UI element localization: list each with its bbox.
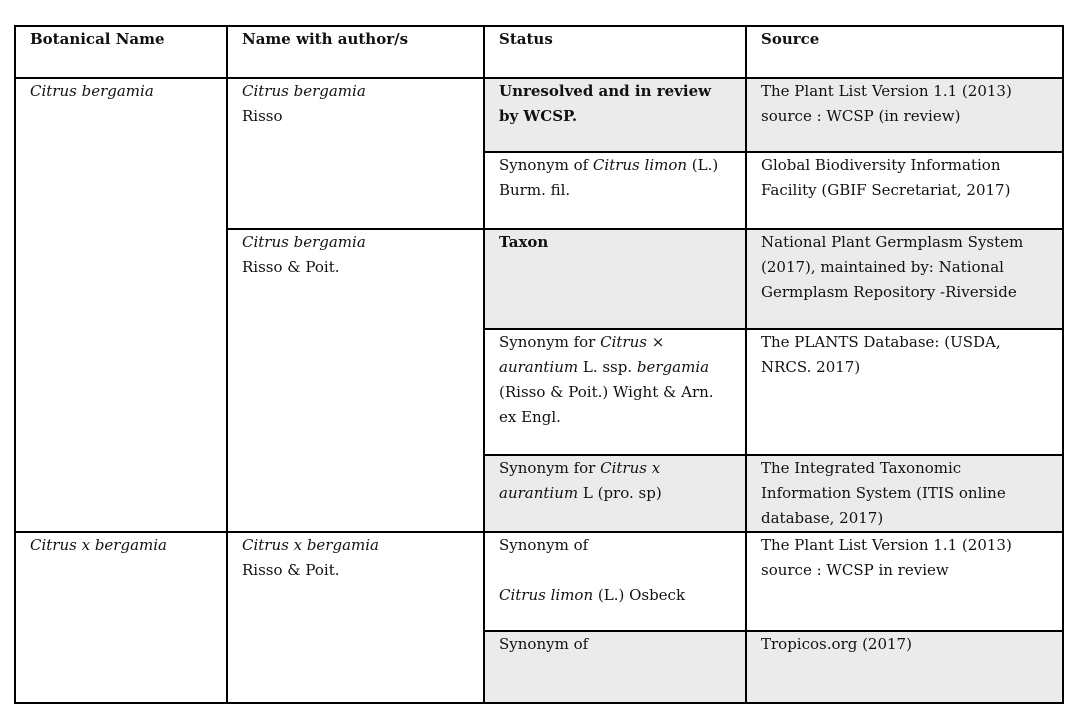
status-text: Unresolved and in review by WCSP. [499, 82, 712, 125]
status-cell [484, 229, 746, 329]
source-cell [746, 631, 1063, 703]
botanical-name-text: Citrus x bergamia [30, 536, 167, 554]
status-line-gap [499, 558, 735, 583]
table-row [15, 78, 1063, 152]
status-text-italic: Citrus [600, 333, 647, 351]
status-text-italic: Citrus limon [592, 156, 688, 174]
source-cell [746, 329, 1063, 455]
status-cell [484, 78, 746, 152]
status-cell [484, 631, 746, 703]
name-author-cell [227, 229, 484, 532]
author-text: Risso & Poit. [242, 561, 340, 579]
source-text: The PLANTS Database: (USDA, NRCS. 2017) [761, 333, 1001, 376]
name-italic-text: Citrus bergamia [242, 233, 366, 251]
name-italic-text: Citrus bergamia [242, 82, 366, 100]
status-text-italic-3: bergamia [636, 358, 710, 376]
source-text: Tropicos.org (2017) [761, 635, 912, 653]
name-author-cell [227, 532, 484, 703]
author-text: Risso & Poit. [242, 258, 340, 276]
botanical-name-cell [15, 78, 227, 532]
status-cell [484, 455, 746, 532]
header-botanical-name: Botanical Name [15, 26, 227, 78]
source-cell [746, 229, 1063, 329]
status-cell [484, 532, 746, 631]
header-row [15, 26, 1063, 78]
status-text-italic: Citrus x aurantium [499, 459, 661, 502]
name-author-cell [227, 78, 484, 229]
status-text-pre: Synonym for [499, 333, 601, 351]
source-cell [746, 152, 1063, 229]
status-text-pre: Synonym for [499, 459, 601, 477]
source-text: The Plant List Version 1.1 (2013) source : WCSP (in review) [761, 82, 1012, 125]
status-text-post: (L.) Burm. fil. [499, 156, 719, 199]
status-text-mid: × [646, 333, 665, 351]
header-source: Source [746, 26, 1063, 78]
source-text: Global Biodiversity Information Facility (GBIF Secretariat, 2017) [761, 156, 1011, 199]
status-cell [484, 152, 746, 229]
header-status: Status [484, 26, 746, 78]
botanical-name-cell [15, 532, 227, 703]
status-text-italic-2: aurantium [499, 358, 579, 376]
status-text-italic: Citrus limon [499, 586, 594, 604]
taxonomy-table [14, 25, 1064, 704]
header-name-with-authors: Name with author/s [227, 26, 484, 78]
status-text: Taxon [499, 233, 549, 251]
source-cell [746, 78, 1063, 152]
botanical-name-text: Citrus bergamia [30, 82, 154, 100]
source-text: The Integrated Taxonomic Information System (ITIS online database, 2017) [761, 459, 1006, 527]
table-row [15, 532, 1063, 631]
source-cell [746, 532, 1063, 631]
taxonomy-table-container [14, 25, 1062, 704]
status-text-pre: Synonym of [499, 635, 589, 653]
source-text: National Plant Germplasm System (2017), maintained by: National Germplasm Repository -Riverside [761, 233, 1024, 301]
status-cell [484, 329, 746, 455]
status-text-pre: Synonym of [499, 536, 589, 554]
source-text: The Plant List Version 1.1 (2013) source : WCSP in review [761, 536, 1012, 579]
status-text-post: (Risso & Poit.) Wight & Arn. ex Engl. [499, 383, 714, 426]
status-text-pre: Synonym of [499, 156, 593, 174]
author-text: Risso [242, 107, 283, 125]
status-text-mid-2: L. ssp. [578, 358, 637, 376]
status-text-post: L (pro. sp) [578, 484, 662, 502]
status-text-post: (L.) Osbeck [593, 586, 686, 604]
name-italic-text: Citrus x bergamia [242, 536, 379, 554]
source-cell [746, 455, 1063, 532]
